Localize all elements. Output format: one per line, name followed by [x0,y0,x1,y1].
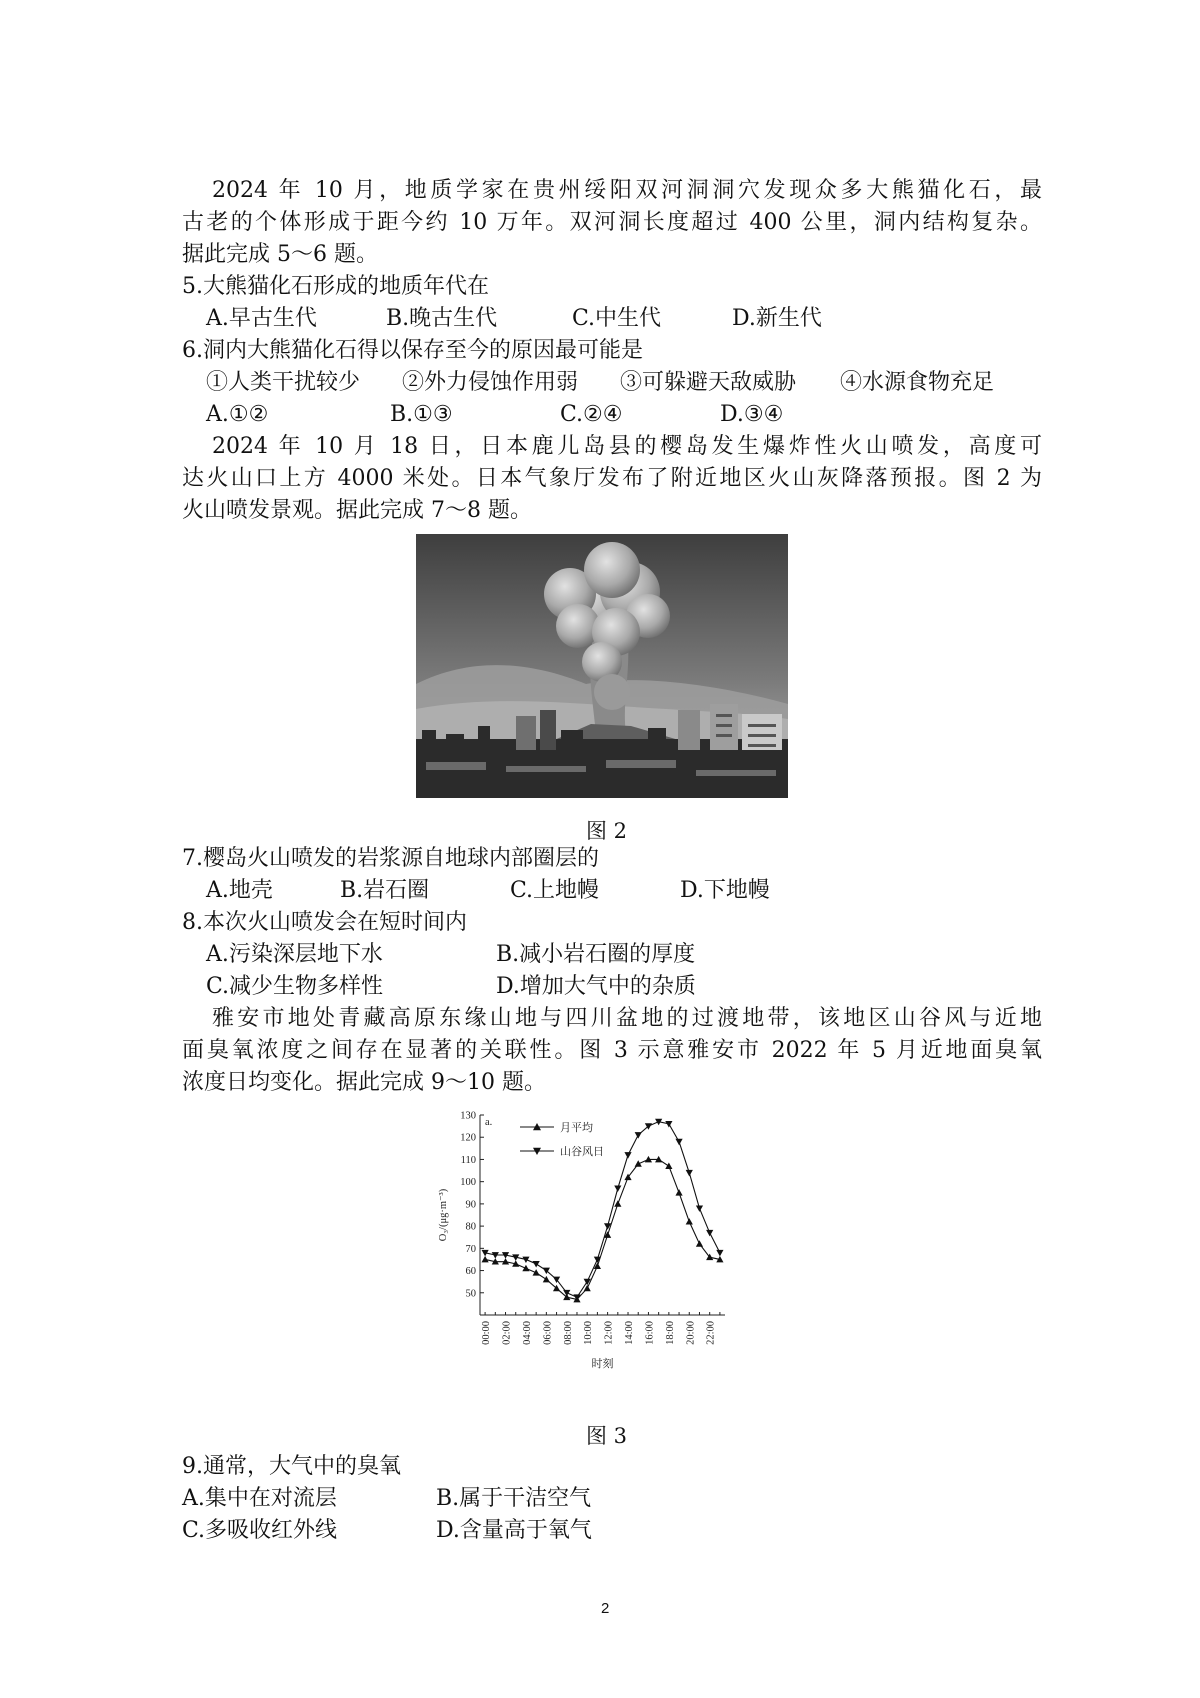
y-tick-label: 120 [460,1132,476,1144]
x-axis-title: 时刻 [591,1357,614,1370]
legend-label: 山谷风日 [560,1145,604,1158]
x-tick-label: 10:00 [583,1321,595,1345]
passage-1-line-1: 2024 年 10 月，地质学家在贵州绥阳双河洞洞穴发现众多大熊猫化石，最 [212,178,1042,203]
x-tick-label: 04:00 [521,1321,533,1345]
question-5-option-d: D.新生代 [732,306,822,331]
x-tick-label: 08:00 [562,1321,574,1345]
y-tick-label: 100 [460,1177,476,1189]
series-1-point [665,1163,672,1169]
y-tick-label: 70 [465,1243,476,1255]
question-7-option-a: A.地壳 [206,878,273,903]
question-7-option-c: C.上地幔 [510,878,600,903]
y-tick-label: 80 [465,1221,476,1233]
question-9-option-c: C.多吸收红外线 [182,1518,338,1543]
x-tick-label: 12:00 [603,1321,615,1345]
x-tick-label: 02:00 [501,1321,513,1345]
series-2-point [696,1205,703,1211]
question-9-option-b: B.属于干洁空气 [436,1486,592,1511]
series-2-point [675,1139,682,1145]
series-2-point [614,1185,621,1191]
passage-2-line-2: 达火山口上方 4000 米处。日本气象厅发布了附近地区火山灰降落预报。图 2 为 [182,466,1042,491]
question-8-stem: 8.本次火山喷发会在短时间内 [182,910,467,935]
passage-1-line-2: 古老的个体形成于距今约 10 万年。双河洞长度超过 400 公里，洞内结构复杂。 [182,210,1042,235]
question-6-statement-1: ①人类干扰较少 [206,370,361,395]
question-9-stem: 9.通常，大气中的臭氧 [182,1454,401,1479]
series-2-point [706,1230,713,1236]
volcano-eruption-photo [416,534,788,798]
y-tick-label: 60 [465,1266,476,1278]
ozone-line-chart [420,1107,790,1407]
series-1-point [696,1240,703,1246]
figure-3-caption: 图 3 [586,1424,628,1448]
y-tick-label: 110 [460,1154,476,1166]
question-9-option-d: D.含量高于氧气 [436,1518,592,1543]
y-tick-label: 90 [465,1199,476,1211]
series-2-point [635,1132,642,1138]
series-1-point [482,1256,489,1262]
question-6-stem: 6.洞内大熊猫化石得以保存至今的原因最可能是 [182,338,643,363]
x-tick-label: 22:00 [705,1321,717,1345]
y-axis-title: O₃/(μg·m⁻³) [438,1188,449,1242]
passage-3-line-1: 雅安市地处青藏高原东缘山地与四川盆地的过渡地带，该地区山谷风与近地 [212,1006,1042,1031]
series-2-point [533,1261,540,1267]
question-7-option-d: D.下地幔 [680,878,770,903]
passage-2-line-1: 2024 年 10 月 18 日，日本鹿儿岛县的樱岛发生爆炸性火山喷发，高度可 [212,434,1042,459]
question-6-statement-3: ③可躲避天敌威胁 [620,370,797,395]
series-2-point [716,1250,723,1256]
x-tick-label: 20:00 [685,1321,697,1345]
legend-label: 月平均 [560,1121,593,1134]
x-tick-label: 00:00 [481,1321,493,1345]
series-2-point [624,1152,631,1158]
x-tick-label: 18:00 [664,1321,676,1345]
question-8-option-c: C.减少生物多样性 [206,974,384,999]
question-6-option-c: C.②④ [560,402,623,427]
question-6-statement-4: ④水源食物充足 [840,370,995,395]
question-5-stem: 5.大熊猫化石形成的地质年代在 [182,274,489,299]
series-1-point [686,1218,693,1224]
series-1-point [614,1200,621,1206]
series-2-point [522,1257,529,1263]
y-tick-label: 130 [460,1110,476,1122]
series-1-point [533,1269,540,1275]
question-5-option-a: A.早古生代 [206,306,317,331]
panel-label: a. [485,1117,493,1128]
passage-3-line-3: 浓度日均变化。据此完成 9～10 题。 [182,1070,546,1095]
series-2-point [665,1121,672,1127]
y-tick-label: 50 [465,1288,476,1300]
question-7-stem: 7.樱岛火山喷发的岩浆源自地球内部圈层的 [182,846,599,871]
question-9-option-a: A.集中在对流层 [182,1486,337,1511]
question-8-option-d: D.增加大气中的杂质 [496,974,696,999]
series-2-point [573,1294,580,1300]
question-8-option-a: A.污染深层地下水 [206,942,383,967]
series-1-point [635,1160,642,1166]
series-1-point [522,1265,529,1271]
question-6-option-a: A.①② [206,402,269,427]
passage-2-line-3: 火山喷发景观。据此完成 7～8 题。 [182,498,532,523]
page-number: 2 [601,1600,610,1617]
question-6-option-b: B.①③ [390,402,453,427]
series-line-1 [485,1159,720,1299]
x-tick-label: 06:00 [542,1321,554,1345]
question-7-option-b: B.岩石圈 [340,878,430,903]
question-6-statement-2: ②外力侵蚀作用弱 [402,370,579,395]
question-8-option-b: B.减小岩石圈的厚度 [496,942,696,967]
passage-1-line-3: 据此完成 5～6 题。 [182,242,378,267]
x-tick-label: 14:00 [624,1321,636,1345]
passage-3-line-2: 面臭氧浓度之间存在显著的关联性。图 3 示意雅安市 2022 年 5 月近地面臭氧 [182,1038,1042,1063]
question-6-option-d: D.③④ [720,402,784,427]
series-1-point [543,1276,550,1282]
series-1-point [675,1189,682,1195]
figure-2-caption: 图 2 [586,819,628,843]
series-2-point [686,1170,693,1176]
question-5-option-b: B.晚古生代 [386,306,498,331]
x-tick-label: 16:00 [644,1321,656,1345]
question-5-option-c: C.中生代 [572,306,662,331]
